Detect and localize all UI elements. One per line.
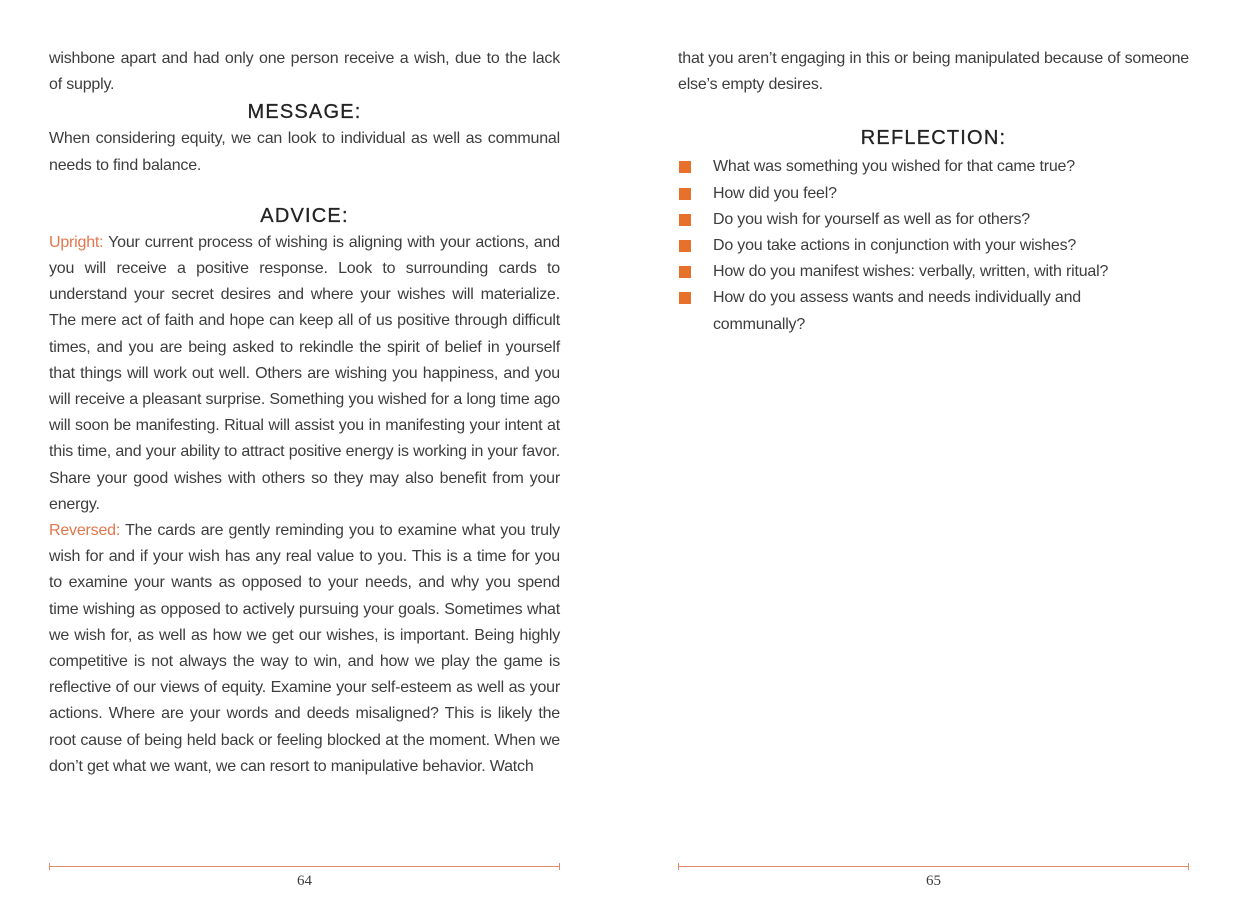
- reversed-text: The cards are gently reminding you to examine what you truly wish for and if your wish has any real value to you. This is a time for you to examine your wants as opposed to your needs, and why you spend time wishing as opposed to actively pursuing your goals. Sometimes what we wish for, as well as how we get our wishes, is important. Being highly competitive is not always the way to win, and how we play the game is reflective of our views of equity. Examine your self-esteem as well as your actions. Where are your words and deeds misaligned? This is likely the root cause of being held back or feeling blocked at the moment. When we don’t get what we want, we can resort to manipulative behavior. Watch: [49, 522, 560, 775]
- reflection-bullet-item: [678, 207, 1189, 233]
- bullet-square-icon: [679, 161, 691, 173]
- footer-rule-left: [49, 866, 560, 867]
- reflection-heading: REFLECTION:: [860, 127, 1007, 150]
- bullet-text: What was something you wished for that came true?: [713, 158, 1075, 176]
- bullet-square-icon: [679, 240, 691, 252]
- reversed-label: Reversed:: [49, 522, 121, 540]
- upright-text: Your current process of wishing is aligning with your actions, and you will receive a positive response. Look to surrounding cards to understand your secret desires and where your wishes will materialize. The mere act of faith and hope can keep all of us positive through difficult times, and you are being asked to rekindle the spirit of belief in yourself that things will work out well. Others are wishing you happiness, and you will receive a pleasant surprise. Something you wished for a long time ago will soon be manifesting. Ritual will assist you in manifesting your intent at this time, and your ability to attract positive energy is working in your favor. Share your good wishes with others so they may also benefit from your energy.: [49, 233, 560, 513]
- page-right-text-column: [678, 46, 1189, 338]
- reflection-bullet-item: [678, 285, 1189, 337]
- page-number-right: 65: [926, 873, 941, 889]
- reflection-bullet-item: [678, 233, 1189, 259]
- bullet-text: Do you take actions in conjunction with your wishes?: [713, 237, 1077, 255]
- message-heading: MESSAGE:: [247, 101, 362, 124]
- reversed-paragraph: [49, 518, 560, 780]
- bullet-text: How did you feel?: [713, 184, 837, 202]
- reflection-bullet-list: [678, 154, 1189, 337]
- bullet-square-icon: [679, 214, 691, 226]
- upright-label: Upright:: [49, 233, 104, 251]
- bullet-text: How do you assess wants and needs individually and communally?: [713, 289, 1082, 333]
- bullet-text: How do you manifest wishes: verbally, written, with ritual?: [713, 263, 1109, 281]
- page-number-left: 64: [297, 873, 312, 889]
- page-left-text-column: [49, 46, 560, 780]
- bullet-square-icon: [679, 292, 691, 304]
- reflection-bullet-item: [678, 259, 1189, 285]
- message-body: When considering equity, we can look to individual as well as communal needs to find balance.: [49, 130, 560, 174]
- bullet-text: Do you wish for yourself as well as for others?: [713, 210, 1030, 228]
- reflection-bullet-item: [678, 181, 1189, 207]
- upright-paragraph: [49, 230, 560, 518]
- bullet-square-icon: [679, 188, 691, 200]
- reflection-bullet-item: [678, 154, 1189, 180]
- advice-heading: ADVICE:: [260, 204, 349, 227]
- right-continued-paragraph: that you aren’t engaging in this or being manipulated because of someone else’s empty desires.: [678, 50, 1189, 94]
- bullet-square-icon: [679, 266, 691, 278]
- left-continued-paragraph: wishbone apart and had only one person receive a wish, due to the lack of supply.: [49, 50, 560, 94]
- footer-rule-right: [678, 866, 1189, 867]
